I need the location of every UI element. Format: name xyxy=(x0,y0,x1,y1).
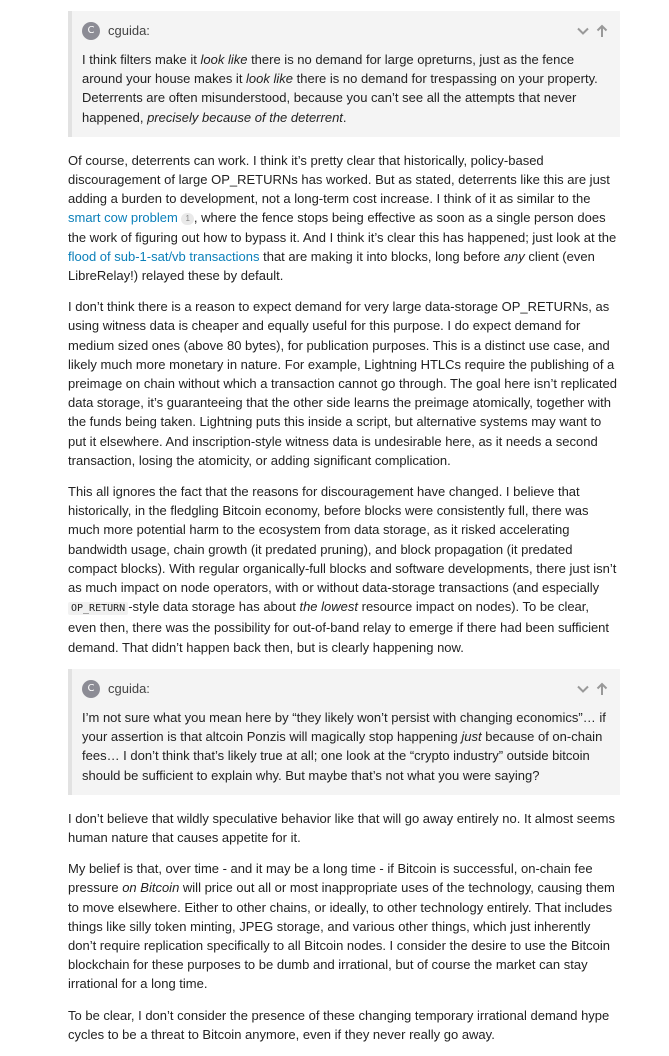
text: I think filters make it xyxy=(82,52,201,67)
arrow-up-icon[interactable] xyxy=(596,24,608,38)
quote-paragraph xyxy=(82,50,608,127)
avatar[interactable]: C xyxy=(82,680,100,698)
text: My belief is that, over time - and it may be a long time - if Bitcoin is successful, on-chain fee pressure xyxy=(68,861,593,896)
emphasis: the lowest xyxy=(299,599,359,615)
quote-paragraph xyxy=(82,708,608,785)
quote-controls xyxy=(576,682,608,696)
link-flood-transactions[interactable]: flood of sub-1-sat/vb transactions xyxy=(68,248,260,264)
quote-block xyxy=(68,669,620,795)
quote-header xyxy=(82,21,608,41)
avatar[interactable]: C xyxy=(82,22,100,40)
inline-code: OP_RETURN xyxy=(68,602,128,615)
paragraph: I don’t think there is a reason to expect demand for very large data-storage OP_RETURNs, as using witness data is cheaper and equally useful for this purpose. I do expect demand for medium sized ones (above 80 bytes), for publication purposes. This is a distinct use case, and likely much more monetary in nature. For example, Lightning HTLCs require the publishing of a preimage on chain without which a transaction cannot go through. The goal here isn’t replicated data storage, it’s guaranteeing that the other side learns the preimage atomically, together with the funds being taken. Lightning puts this inside a script, but alternative systems may want to put it elsewhere. And inscription-style witness data is undesirable here, as it needs a second transaction, losing the atomicity, or adding significant complication. xyxy=(68,299,617,468)
paragraph xyxy=(68,151,620,285)
emphasis: look like xyxy=(200,52,248,67)
emphasis: just xyxy=(461,729,482,745)
emphasis: on Bitcoin xyxy=(122,880,180,896)
quote-block xyxy=(68,11,620,137)
text: , where the fence stops being effective as soon as a single person does the work of figuring out how to bypass it. And I think it’s clear this has happened; just look at the xyxy=(68,210,617,245)
text: . xyxy=(342,109,347,125)
paragraph xyxy=(68,859,620,993)
quote-header xyxy=(82,679,608,699)
text: there is no demand for trespassing on your property. Deterrents are often misunderstood, because you can’t see all the attempts that never happened, xyxy=(82,71,598,125)
arrow-up-icon[interactable] xyxy=(596,682,608,696)
link-smart-cow-problem[interactable]: smart cow problem xyxy=(68,210,178,226)
text: This all ignores the fact that the reasons for discouragement have changed. I believe that historically, in the fledgling Bitcoin economy, before blocks were consistently full, there was much more potential harm to the ecosystem from data storage, as it risked accelerating bandwidth usage, chain growth (it predated pruning), and block propagation (it predated compact blocks). With regular organically-full blocks and software developments, there just isn’t as much impact on node operators, with or without data-storage transactions (and especially xyxy=(68,484,617,596)
text: I’m not sure what you mean here by “they likely won’t persist with changing economics”… if your assertion is that altcoin Ponzis will magically stop happening xyxy=(82,709,606,745)
chevron-down-icon[interactable] xyxy=(576,24,590,38)
text: that are making it into blocks, long before xyxy=(259,248,504,264)
quote-author[interactable]: cguida: xyxy=(108,681,150,697)
paragraph xyxy=(68,482,620,657)
text: resource impact on nodes). To be clear, even then, there was the possibility for out-of-band relay to emerge if there had been sufficient demand. That didn’t happen back then, but is clearly happening now. xyxy=(68,599,610,655)
post-body xyxy=(68,11,620,1056)
chevron-down-icon[interactable] xyxy=(576,682,590,696)
text: there is no demand for large opreturns, just as the fence around your house makes it xyxy=(82,52,575,87)
quote-text xyxy=(82,50,608,127)
quote-controls xyxy=(576,24,608,38)
quote-text xyxy=(82,708,608,785)
paragraph: I don’t believe that wildly speculative behavior like that will go away entirely no. It almost seems human nature that causes appetite for it. xyxy=(68,810,615,845)
text: Of course, deterrents can work. I think it’s pretty clear that historically, policy-based discouragement of large OP_RETURNs has worked. But as stated, deterrents like this are just adding a burden to development, not a long-term cost increase. I think of it as similar to the xyxy=(68,152,610,207)
emphasis: any xyxy=(503,248,525,264)
emphasis: look like xyxy=(246,71,294,87)
emphasis: precisely because of the deterrent xyxy=(147,109,343,125)
quote-author[interactable]: cguida: xyxy=(108,23,150,39)
paragraph: To be clear, I don’t consider the presence of these changing temporary irrational demand hype cycles to be a threat to Bitcoin anymore, even if they never really go away. xyxy=(68,1007,610,1042)
text: because of on-chain fees… I don’t think that’s likely true at all; one look at the “crypto industry” outside bitcoin should be sufficient to explain why. But maybe that’s not what you were saying? xyxy=(82,729,603,783)
text: client (even LibreRelay!) relayed these by default. xyxy=(68,248,595,284)
text: -style data storage has about xyxy=(128,599,300,615)
click-count-badge: 1 xyxy=(181,213,193,225)
text: will price out all or most inappropriate uses of the technology, causing them to move elsewhere. Either to other chains, or ideally, to other technology entirely. That includes things like silly token minting, JPEG storage, and various other things, which just inherently don’t require replication specifically to all Bitcoin nodes. I consider the desire to use the Bitcoin blockchain for these purposes to be dumb and irrational, but of course the market can stay irrational for a long time. xyxy=(68,880,615,992)
